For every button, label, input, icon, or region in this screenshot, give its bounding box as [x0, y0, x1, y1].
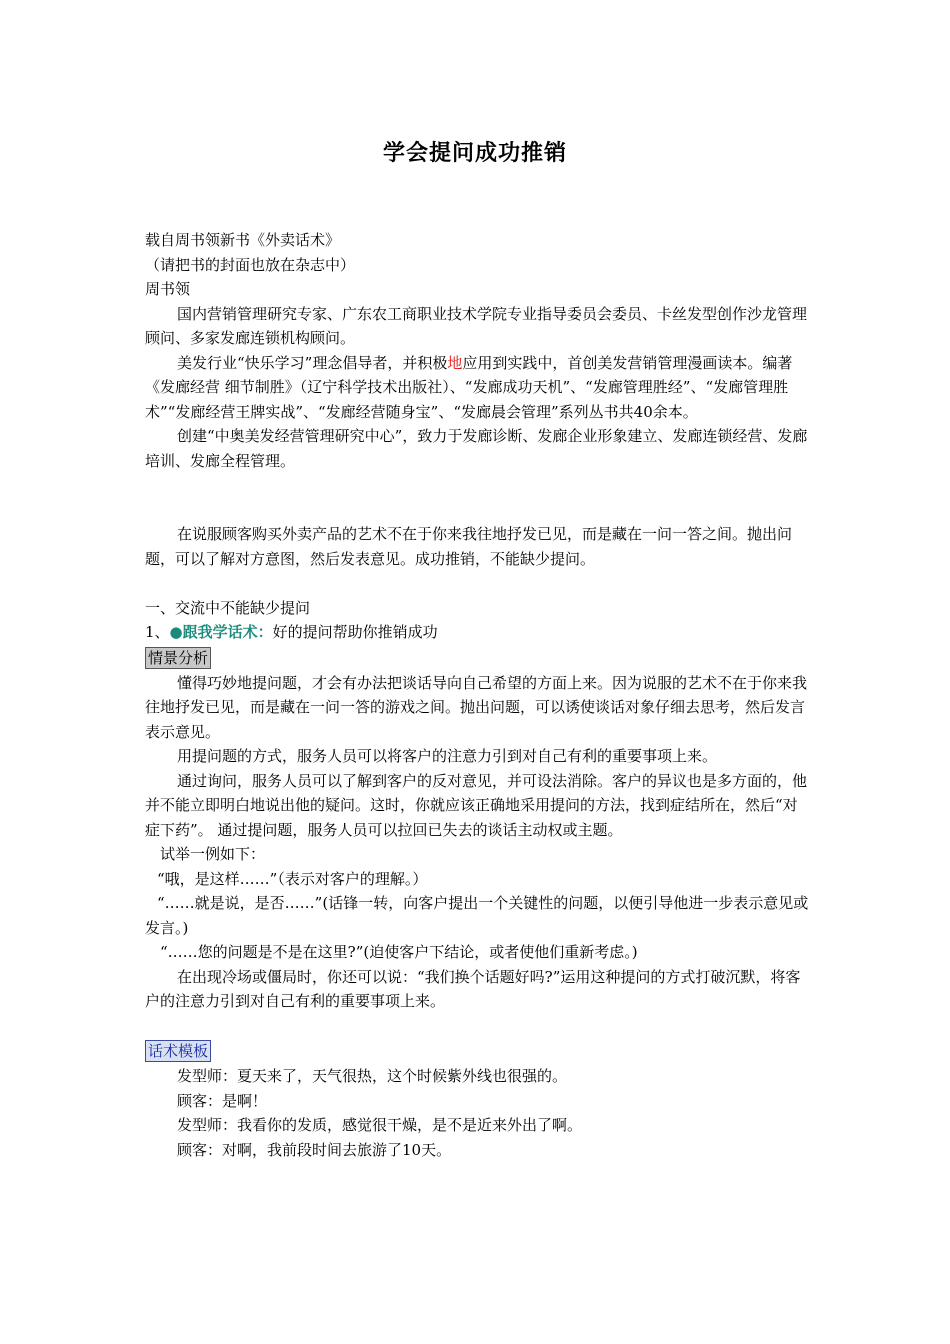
lead-paragraph: 在说服顾客购买外卖产品的艺术不在于你来我往地抒发已见，而是藏在一问一答之间。抛出问题，可以了解对方意图，然后发表意见。成功推销，不能缺少提问。	[145, 525, 793, 568]
scenario-paragraph-4: 在出现冷场或僵局时，你还可以说：“我们换个话题好吗?”运用这种提问的方式打破沉默，将客户的注意力引到对自己有利的重要事项上来。	[145, 967, 801, 1010]
sub-heading-text: 好的提问帮助你推销成功	[272, 623, 438, 641]
dialog-line-4: 顾客：对啊，我前段时间去旅游了10天。	[177, 1140, 452, 1159]
template-tag: 话术模板	[145, 1040, 211, 1062]
example-line-1: “哦，是这样……”（表示对客户的理解。）	[157, 869, 428, 888]
document-title: 学会提问成功推销	[382, 141, 567, 166]
scenario-paragraph-2: 用提问题的方式，服务人员可以将客户的注意力引到对自己有利的重要事项上来。	[177, 747, 718, 765]
source-line: 载自周书领新书《外卖话术》	[145, 231, 341, 249]
bio2-text-before: 美发行业“快乐学习”理念倡导者，并积极	[177, 353, 448, 372]
author-name: 周书领	[145, 280, 191, 298]
scenario-paragraph-3: 通过询问，服务人员可以了解到客户的反对意见，并可设法消除。客户的异议也是多方面的，他并不能立即明白地说出他的疑问。这时，你就应该正确地采用提问的方法，找到症结所在，然后“对症下药”。 通过提问题，服务人员可以拉回已失去的谈话主动权或主题。	[145, 771, 808, 839]
sub-heading	[145, 620, 810, 645]
sub-heading-highlight: ●跟我学话术：	[169, 623, 273, 641]
document-body	[145, 228, 810, 1162]
sub-heading-number: 1、	[145, 623, 170, 641]
dialog-line-1: 发型师：夏天来了，天气很热，这个时候紫外线也很强的。	[177, 1067, 568, 1085]
template-tag-row	[145, 1038, 810, 1064]
section-heading: 一、交流中不能缺少提问	[145, 598, 311, 617]
scenario-tag-row	[145, 645, 810, 671]
scenario-tag: 情景分析	[145, 647, 211, 669]
author-bio-1: 国内营销管理研究专家、广东农工商职业技术学院专业指导委员会委员、卡丝发型创作沙龙管理顾问、多家发廊连锁机构顾问。	[145, 304, 808, 347]
example-intro: 试举一例如下：	[160, 845, 266, 863]
example-line-3: “……您的问题是不是在这里?”(迫使客户下结论，或者使他们重新考虑。)	[160, 943, 638, 961]
author-bio-2	[145, 351, 810, 425]
author-bio-3: 创建“中奥美发经营管理研究中心”，致力于发廊诊断、发廊企业形象建立、发廊连锁经营、发廊培训、发廊全程管理。	[145, 427, 808, 470]
scenario-paragraph-1: 懂得巧妙地提问题，才会有办法把谈话导向自己希望的方面上来。因为说服的艺术不在于你来我往地抒发已见，而是藏在一问一答的游戏之间。抛出问题，可以诱使谈话对象仔细去思考，然后发言表示意见。	[145, 673, 808, 741]
dialog-line-3: 发型师：我看你的发质，感觉很干燥，是不是近来外出了啊。	[177, 1116, 583, 1134]
bio2-red-char: 地	[447, 353, 463, 372]
bio2-text-after: 应用到实践中，首创美发营销管理漫画读本。编著《发廊经营 细节制胜》（辽宁科学技术出版社）、“发廊成功天机”、“发廊管理胜经”、“发廊管理胜术”“发廊经营王牌实战”、“发廊经营随身宝”、“发廊晨会管理”系列丛书共40余本。	[145, 353, 793, 421]
note-line: （请把书的封面也放在杂志中）	[145, 255, 356, 274]
dialog-line-2: 顾客：是啊！	[177, 1091, 268, 1110]
example-line-2: “……就是说，是否……”(话锋一转，向客户提出一个关键性的问题，以便引导他进一步表示意见或发言。)	[145, 894, 809, 937]
